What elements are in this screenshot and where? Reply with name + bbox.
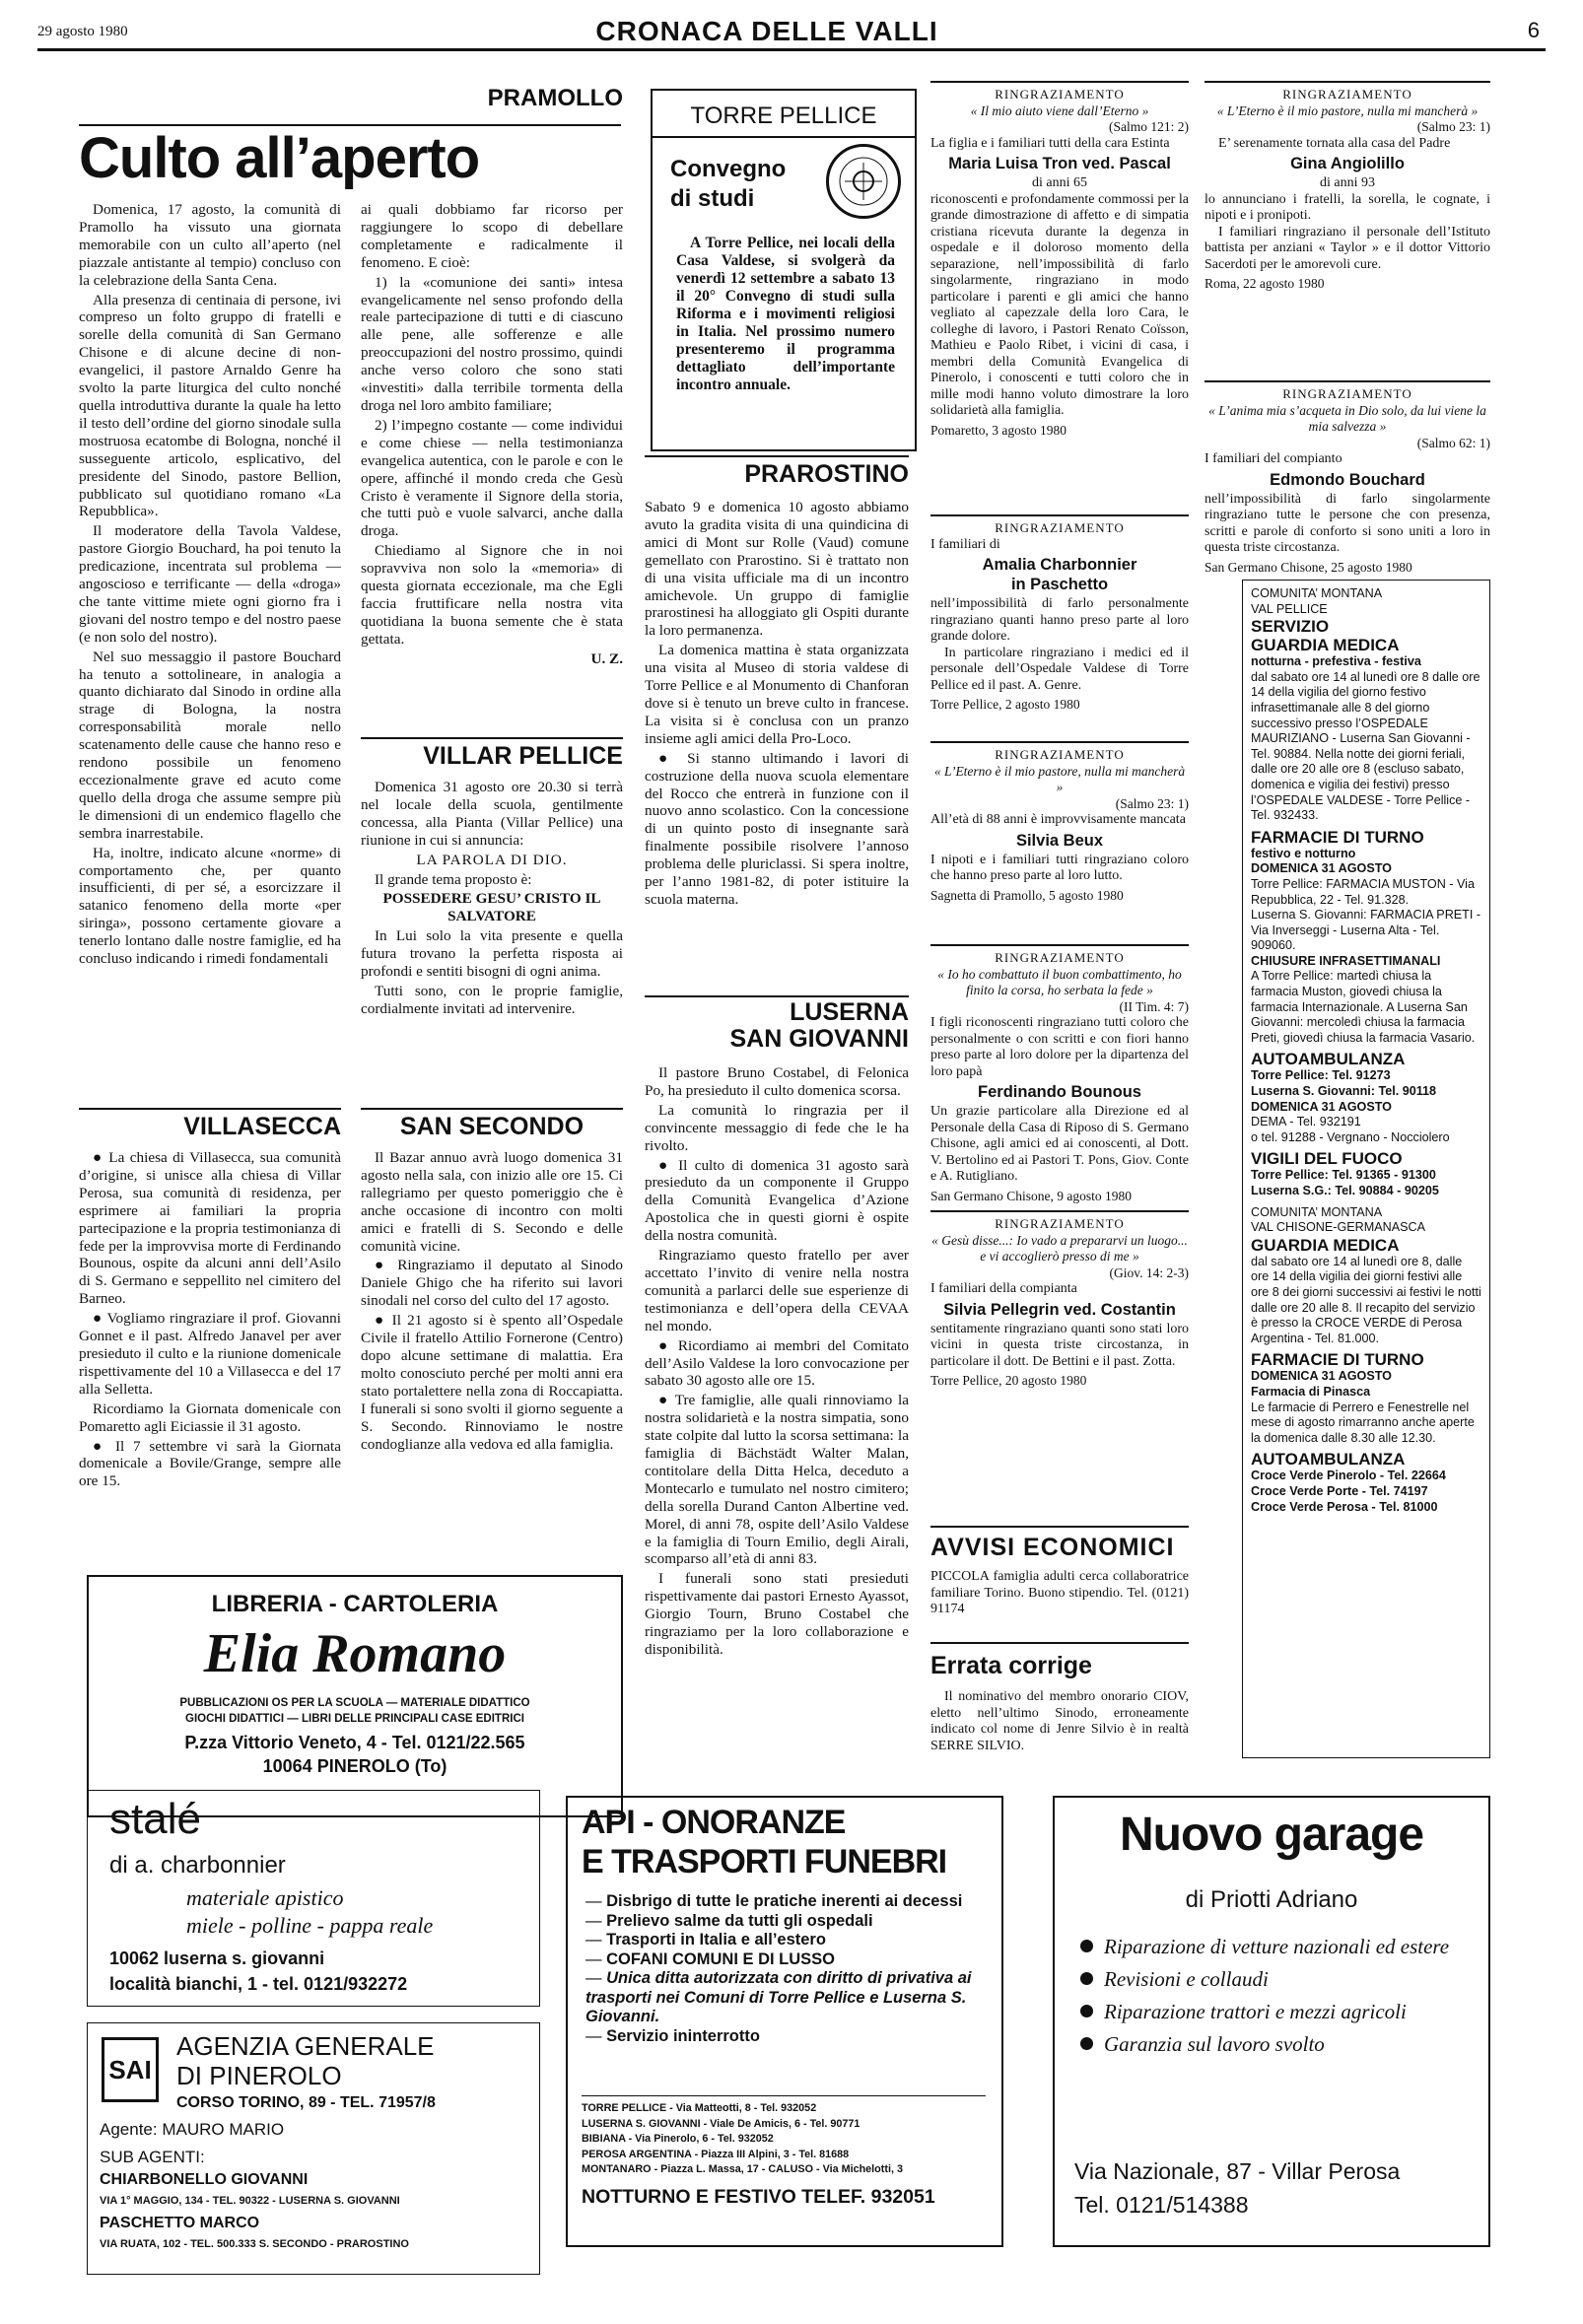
list-item-text: Trasporti in Italia e all’estero <box>606 1931 826 1948</box>
paragraph: ● Vogliamo ringraziare il prof. Giovanni Gonnet e il past. Alfredo Janavel per aver presieduto il culto e la riunione domenicale rispettivamente del 10 a Villasecca e del 17 alla Selletta. <box>79 1310 341 1398</box>
bullet-icon <box>1080 1940 1093 1952</box>
notice-body-2: In particolare ringraziano i medici ed il personale dell’Ospedale Valdese di Torre Pellice ed il past. A. Genre. <box>930 645 1189 693</box>
bullet-icon <box>1080 1972 1093 1985</box>
errata-text <box>930 1689 1189 1758</box>
notice-date: Roma, 22 agosto 1980 <box>1204 276 1325 291</box>
ad-line: GIOCHI DIDATTICI — LIBRI DELLE PRINCIPALI CASE EDITRICI <box>185 1713 524 1725</box>
convegno-text <box>676 235 895 442</box>
service-date: DOMENICA 31 AGOSTO <box>1251 1369 1392 1384</box>
ad-services-list <box>585 1892 990 2046</box>
notice-body-2: I familiari ringraziano il personale dell’Istituto battista per anziani « Taylor » e il dottor Vittorio Sacerdoti per le amorevoli cure. <box>1204 224 1490 272</box>
service-subheading: notturna - prefestiva - festiva <box>1251 654 1421 669</box>
section-villasecca-header: VILLASECCA <box>79 1108 341 1141</box>
notice-quote: « L’Eterno è il mio pastore, nulla mi mancherà » <box>933 763 1186 794</box>
notice-quote: « Io ho combattuto il buon combattimento, ho finito la corsa, ho serbata la fede » <box>937 966 1182 997</box>
ad-services-list <box>1078 1934 1473 2064</box>
deceased-age: di anni 93 <box>1320 175 1375 190</box>
ad-agent: Agente: MAURO MARIO <box>100 2120 285 2139</box>
paragraph: A Torre Pellice, nei locali della Casa Valdese, si svolgerà da venerdì 12 settembre a sabato 13 il 20° Convegno di studi sulla Riforma e i movimenti religiosi in Italia. Nel prossimo numero presenteremo il programma dettagliato dell’importante incontro annuale. <box>676 235 895 393</box>
paragraph: Domenica, 17 agosto, la comunità di Pramollo ha vissuto una giornata memorabile con un culto all’aperto (nel piazzale antistante al tempio) concluso con la celebrazione della Santa Cena. <box>79 201 341 289</box>
list-item: — COFANI COMUNI E DI LUSSO <box>585 1949 836 1968</box>
service-phone: Luserna S.G.: Tel. 90884 - 90205 <box>1251 1184 1439 1197</box>
address-line: PEROSA ARGENTINA - Piazza III Alpini, 3 - Tel. 81688 <box>582 2148 850 2160</box>
paragraph: Ha, inoltre, indicato alcune «norme» di comportamento che, per quanto insufficienti, di per sé, a esorcizzare il satanico fenomeno della morte «per siringa», possono certamente giovare a tenerlo lontano dalle nostre famiglie, ed ha concluso indicando i rimedi fondamentali <box>79 844 341 968</box>
address-line: LUSERNA S. GIOVANNI - Viale De Amicis, 6 - Tel. 90771 <box>582 2117 860 2130</box>
notice-intro: La figlia e i familiari tutti della cara Estinta <box>930 135 1170 151</box>
paragraph: Nel suo messaggio il pastore Bouchard ha tenuto a sottolineare, in analogia a quanto dichiarato dal Sinodo in ordine alla strage di Bologna, la nostra corresponsabilità morale nello scatenamento delle cause che hanno reso e rendono possibile un fenomeno eccezionalmente grave ed acuto come quello della droga che assume sempre più le dimensioni di un endemico flagello che sembra inarrestabile. <box>79 648 341 842</box>
ad-address: P.zza Vittorio Veneto, 4 - Tel. 0121/22.565 <box>184 1733 525 1752</box>
paragraph: ● Il 21 agosto si è spento all’Ospedale Civile il fratello Attilio Fornerone (Centro) dopo alcune settimane di malattia. Era molto conosciuto perché per molti anni era stato portalettere nella zona di Roccapiatta. I funerali si sono svolti il giorno seguente a S. Secondo. Rinnoviamo le nostre condoglianze alla vedova ed alla famiglia. <box>361 1312 623 1453</box>
ad-sai <box>87 2022 540 2275</box>
errata-title: Errata corrige <box>930 1652 1092 1679</box>
casa-valdese-seal <box>826 144 901 219</box>
notice-ref: (Salmo 23: 1) <box>1115 795 1189 811</box>
thanks-notice <box>1204 386 1490 605</box>
notice-intro: E’ serenamente tornata alla casa del Padre <box>1218 135 1451 151</box>
paragraph: ● Il 7 settembre vi sarà la Giornata domenicale a Bovile/Grange, sempre alle ore 15. <box>79 1437 341 1490</box>
chiusure-heading: CHIUSURE INFRASETTIMANALI <box>1251 953 1441 968</box>
service-subheading: festivo e notturno <box>1251 846 1356 860</box>
list-item-text: COFANI COMUNI E DI LUSSO <box>606 1949 836 1968</box>
community-label-2: VAL CHISONE-GERMANASCA <box>1251 1220 1426 1235</box>
list-item <box>1078 1966 1473 1993</box>
paragraph: Domenica 31 agosto ore 20.30 si terrà nel locale della scuola, gentilmente concessa, alla Pianta (Villar Pellice) una riunione in cui si annuncia: <box>361 779 623 849</box>
ad-stale <box>87 1790 540 2007</box>
deceased-name: Amalia Charbonnier <box>982 556 1137 574</box>
list-item <box>1078 1999 1473 2025</box>
ad-subagent-name: CHIARBONELLO GIOVANNI <box>100 2171 309 2188</box>
notice-title: RINGRAZIAMENTO <box>1282 87 1412 102</box>
address-line: TORRE PELLICE - Via Matteotti, 8 - Tel. 932052 <box>582 2102 817 2114</box>
services-box <box>1242 580 1490 1758</box>
torre-pellice-box <box>651 89 917 451</box>
service-phone: Croce Verde Perosa - Tel. 81000 <box>1251 1499 1438 1514</box>
divider <box>930 1526 1189 1528</box>
paragraph: Alla presenza di centinaia di persone, ivi compreso un folto gruppo di fratelli e sorelle della comunità di San Germano Chisone e di alcune decine di non-evangelici, il pastore Arnaldo Genre ha svolto la parte liturgica del culto nonché quella introduttiva durante la quale ha letto il testo dell’ordine del giorno sinodale sulla mostruosa ecatombe di Bologna, nonché il susseguente articolo, esplicativo, del presidente del Sinodo, pastore Bellion, pubblicato sul quotidiano romano «La Repubblica». <box>79 291 341 520</box>
deceased-name: Silvia Beux <box>1015 831 1104 850</box>
avvisi-title: AVVISI ECONOMICI <box>930 1534 1175 1561</box>
list-item-text: Unica ditta autorizzata con diritto di privativa ai trasporti nei Comuni di Torre Pellice e Luserna S. Giovanni. <box>585 1969 972 2025</box>
villar-text <box>361 779 623 1104</box>
seal-emblem-icon <box>831 149 896 214</box>
notice-date: San Germano Chisone, 9 agosto 1980 <box>930 1188 1132 1203</box>
ambulance-heading: AUTOAMBULANZA <box>1251 1050 1406 1069</box>
list-item: — Prelievo salme da tutti gli ospedali <box>585 1911 873 1930</box>
community-label-2: VAL PELLICE <box>1251 601 1328 616</box>
section-luserna-header <box>645 995 909 1053</box>
luserna-line-2: SAN GIOVANNI <box>729 1025 909 1053</box>
paragraph: ● Il culto di domenica 31 agosto sarà presieduto da un componente il Gruppo della Comunità Evangelica d’Azione Apostolica che in questi giorni è ospite della nostra comunità. <box>645 1156 909 1245</box>
paragraph: 1) la «comunione dei santi» intesa evangelicamente nel senso profondo della reale partecipazione di tutti e di ciascuno alle pene, alle sofferenze e alle preoccupazioni del nostro prossimo, quindi anche verso coloro che sono stati «investiti» dalla terribile tormenta della droga nel loro ambito familiare; <box>361 273 623 414</box>
notice-date: San Germano Chisone, 25 agosto 1980 <box>1204 559 1412 575</box>
thanks-notice <box>930 950 1189 1208</box>
divider <box>930 944 1189 946</box>
notice-date: Torre Pellice, 2 agosto 1980 <box>930 697 1080 712</box>
newspaper-title: CRONACA DELLE VALLI <box>595 16 938 46</box>
ad-line: miele - polline - pappa reale <box>186 1913 434 1938</box>
notice-intro: I familiari di <box>930 536 1000 552</box>
notice-intro: I familiari del compianto <box>1204 451 1342 466</box>
ad-subagent-name: PASCHETTO MARCO <box>100 2215 260 2231</box>
notice-body: riconoscenti e profondamente commossi per la grande dimostrazione di affetto e di simpatia cristiana ricevuta durante la degenza in ospedale e il doloroso momento della separazione, nell’impossibilità di farlo singolarmente, ringraziano in modo particolare i parenti e gli amici che hanno vegliato al capezzale della loro Cara, le colleghe di lavoro, i Pastori Renato Coïsson, Mathieu e Paolo Ribet, i vicini di casa, i membri della Comunità Evangelica di Pinerolo, i conoscenti e tutti coloro che in mille modi hanno voluto dimostrare la loro solidarietà alla famiglia. <box>930 191 1189 418</box>
ad-brand: Elia Romano <box>203 1623 507 1684</box>
san-secondo-text <box>361 1149 623 1563</box>
prarostino-text <box>645 499 909 991</box>
service-phone: DEMA - Tel. 932191 <box>1251 1115 1361 1129</box>
divider <box>930 514 1189 516</box>
notice-title: RINGRAZIAMENTO <box>995 520 1125 535</box>
notice-date: Pomaretto, 3 agosto 1980 <box>930 422 1067 438</box>
notice-quote: « L’Eterno è il mio pastore, nulla mi mancherà » <box>1216 103 1479 118</box>
service-date: DOMENICA 31 AGOSTO <box>1251 861 1392 876</box>
paragraph: Tutti sono, con le proprie famiglie, cordialmente invitati ad intervenire. <box>361 982 623 1017</box>
ad-addresses <box>582 2101 996 2178</box>
notice-body: nell’impossibilità di farlo singolarmente ringraziano tutte le persone che con presenza, scritti e parole di conforto si sono uniti a loro in questa triste circostanza. <box>1204 491 1490 555</box>
notice-quote: « Gesù disse...: Io vado a prepararvi un luogo... e vi accoglierò presso di me » <box>931 1232 1188 1264</box>
ad-title: API - ONORANZE <box>582 1804 846 1841</box>
service-text: Luserna S. Giovanni: FARMACIA PRETI - Via Inverseggi - Luserna Alta - Tel. 909060. <box>1251 908 1481 953</box>
ad-title-2: E TRASPORTI FUNEBRI <box>582 1843 947 1880</box>
list-item-text: Garanzia sul lavoro svolto <box>1104 2032 1325 2056</box>
notice-title: RINGRAZIAMENTO <box>1282 386 1412 401</box>
vigili-heading: VIGILI DEL FUOCO <box>1251 1149 1403 1169</box>
service-phone: Luserna S. Giovanni: Tel. 90118 <box>1251 1084 1437 1099</box>
deceased-name-2: in Paschetto <box>1010 576 1109 593</box>
ad-subtitle: di a. charbonnier <box>109 1852 286 1879</box>
deceased-name: Ferdinando Bounous <box>978 1083 1141 1101</box>
villasecca-text <box>79 1149 341 1563</box>
list-item-text: Prelievo salme da tutti gli ospedali <box>606 1911 873 1930</box>
paragraph: Il grande tema proposto è: <box>375 870 532 888</box>
classified-ad: PICCOLA famiglia adulti cerca collaboratrice familiare Torino. Buono stipendio. Tel. (0121) 91174 <box>930 1569 1189 1616</box>
service-phone: Croce Verde Pinerolo - Tel. 22664 <box>1251 1469 1446 1483</box>
farmacie-heading: FARMACIE DI TURNO <box>1251 827 1424 847</box>
service-text: Le farmacie di Perrero e Fenestrelle nel mese di agosto rimarranno anche aperte la domenica dalle 8.30 alle 12.30. <box>1251 1400 1475 1445</box>
paragraph: ● Tre famiglie, alle quali rinnoviamo la nostra solidarietà e la nostra simpatia, sono state colpite dal lutto la scorsa settimana: la famiglia di Bächstädt Walter Malan, contitolare della Ditta Helca, deceduto a Montecarlo e tumulato nel nostro cimitero; della sorella Durand Canton Albertine ved. Morel, di anni 78, ospite dell’Asilo Valdese e la famiglia di Tourn Emilio, degli Airali, scomparso all’età di anni 83. <box>645 1392 909 1568</box>
paragraph: ● Si stanno ultimando i lavori di costruzione della nuova scuola elementare del Rocco che entrerà in funzione con il nuovo anno scolastico. Con la concessione di un quinto posto di insegnante sarà finalmente possibile risolvere l’annoso problema delle pluriclassi. Si spera inoltre, per l’anno 1981-82, di poter istituire la scuola materna. <box>645 749 909 908</box>
guardia-medica-heading: GUARDIA MEDICA <box>1251 1235 1400 1255</box>
notice-quote: « L’anima mia s’acqueta in Dio solo, da lui viene la mia salvezza » <box>1208 402 1486 434</box>
thanks-notice <box>930 747 1189 940</box>
ad-brand: stalé <box>109 1795 201 1843</box>
page-number: 6 <box>1527 18 1540 42</box>
paragraph: ● La chiesa di Villasecca, sua comunità d’origine, si unisce alla chiesa di Villar Perosa, sua comunità di residenza, per esprimere ai familiari la propria partecipazione e la propria testimonianza di fede per la improvvisa morte di Ferdinando Bounous, ospite da alcuni anni dell’Asilo di S. Germano e seppellito nel cimitero del Barneo. <box>79 1149 341 1308</box>
api-divider <box>582 2095 986 2096</box>
paragraph: I funerali sono stati presieduti rispettivamente dai pastori Ernesto Ayassot, Giorgio Tourn, Bruno Costabel che ringraziamo per la loro collaborazione e disponibilità. <box>645 1570 909 1658</box>
avvisi-text <box>930 1569 1189 1618</box>
ad-address: CORSO TORINO, 89 - TEL. 71957/8 <box>176 2094 436 2111</box>
list-item: — Servizio ininterrotto <box>585 2026 760 2045</box>
list-item-text: Revisioni e collaudi <box>1104 1967 1269 1991</box>
notice-ref: (Salmo 62: 1) <box>1416 435 1490 450</box>
paragraph: Ricordiamo la Giornata domenicale con Pomaretto agli Eiciassie il 31 agosto. <box>79 1400 341 1435</box>
paragraph: ai quali dobbiamo far ricorso per raggiungere lo scopo di debellare completamente e radicalmente il fenomeno. E cioè: <box>361 201 623 271</box>
notice-quote: « Il mio aiuto viene dall’Eterno » <box>970 103 1149 118</box>
paragraph: Il pastore Bruno Costabel, di Felonica Po, ha presieduto il culto domenica scorsa. <box>645 1064 909 1099</box>
notice-ref: (II Tim. 4: 7) <box>1119 998 1189 1014</box>
service-text: dal sabato ore 14 al lunedì ore 8 dalle ore 14 della vigilia del giorno festivo infrasettimanale alle 8 del giorno successivo presso l’OSPEDALE MAURIZIANO - Luserna San Giovanni - Tel. 90884. Nella notte dei giorni feriali, dalle ore 20 alle ore 8 (escluso sabato, domenica e vigilia dei festivi) presso l’OSPEDALE VALDESE - Torre Pellice - Tel. 932433. <box>1251 669 1480 823</box>
list-item-text: Riparazione di vetture nazionali ed estere <box>1104 1935 1450 1958</box>
paragraph: 2) l’impegno costante — come individui e come chiese — nella testimonianza evangelica autentica, con le parole e con le opere, affinché il mondo creda che Gesù Cristo è veramente il Signore della storia, che tutti può e vuole salvarci, anche dalla droga. <box>361 416 623 540</box>
divider <box>1204 81 1490 83</box>
sai-logo-text: SAI <box>108 2054 152 2085</box>
deceased-age: di anni 65 <box>1032 175 1087 190</box>
notice-intro: I figli riconoscenti ringraziano tutti coloro che personalmente o con scritti e con fiori hanno preso parte al loro dolore per la dipartenza del loro papà <box>930 1015 1189 1079</box>
page-header <box>37 12 1546 51</box>
notice-intro: I familiari della compianta <box>930 1281 1077 1296</box>
headline: Culto all’aperto <box>79 126 480 190</box>
divider <box>930 741 1189 743</box>
ad-phone: Tel. 0121/514388 <box>1074 2192 1249 2218</box>
service-heading: SERVIZIO <box>1251 617 1330 637</box>
deceased-name: Gina Angiolillo <box>1290 155 1405 172</box>
pramollo-col1 <box>79 201 341 1108</box>
service-date: DOMENICA 31 AGOSTO <box>1251 1099 1392 1114</box>
notice-body: sentitamente ringraziano quanti sono stati loro vicini in questa triste circostanza, in particolare il dott. De Bettini e il past. Zotta. <box>930 1321 1189 1369</box>
divider <box>1204 380 1490 382</box>
luserna-text <box>645 1064 909 1806</box>
address-line: BIBIANA - Via Pinerolo, 6 - Tel. 932052 <box>582 2133 774 2145</box>
notice-body: Un grazie particolare alla Direzione ed al Personale della Casa di Riposo di S. Germano Chisone, agli amici ed ai conoscenti, al Dott. V. Bertolino ed ai Pastori T. Pons, Giov. Conte e A. Rutigliano. <box>930 1104 1189 1184</box>
service-phone: Torre Pellice: Tel. 91365 - 91300 <box>1251 1168 1436 1183</box>
paragraph: Il Bazar annuo avrà luogo domenica 31 agosto nella sala, con inizio alle ore 15. Ci rallegriamo per questo pomeriggio che è anche occasione di incontro con molti amici e fratelli di S. Secondo e delle comunità vicine. <box>361 1149 623 1255</box>
list-item-text: Servizio ininterrotto <box>606 2026 760 2045</box>
errata-body: Il nominativo del membro onorario CIOV, eletto nell’ultimo Sinodo, erroneamente indicato col nome di Jenre Silvio è in realtà SERRE SILVIO. <box>930 1689 1189 1753</box>
ad-subtitle: LIBRERIA - CARTOLERIA <box>211 1591 499 1617</box>
callout: POSSEDERE GESU’ CRISTO IL SALVATORE <box>382 890 601 925</box>
paragraph: Ringraziamo questo fratello per aver accettato l’invito di venire nella nostra comunità a parlarci delle sue esperienze di testimonianza e dell’opera della CEVAA nel mondo. <box>645 1247 909 1334</box>
ad-title: Nuovo garage <box>1119 1809 1424 1861</box>
divider <box>930 1642 1189 1644</box>
service-text: A Torre Pellice: martedì chiusa la farmacia Muston, giovedì chiusa la farmacia Internazionale. A Luserna San Giovanni: mercoledì chiusa la farmacia Preti, giovedì chiusa la farmacia Vasario. <box>1251 969 1476 1045</box>
ad-api <box>566 1796 1003 2247</box>
section-san-secondo-header: SAN SECONDO <box>361 1108 623 1141</box>
paragraph: ● Ricordiamo ai membri del Comitato dell’Asilo Valdese la loro convocazione per sabato 30 agosto alle ore 15. <box>645 1336 909 1390</box>
convegno-title: Convegno <box>670 156 787 182</box>
ad-night-phone: NOTTURNO E FESTIVO TELEF. 932051 <box>582 2186 935 2208</box>
thanks-notice <box>930 1216 1189 1425</box>
service-text: dal sabato ore 14 al lunedì ore 8, dalle ore 14 della vigilia dei giorni festivi alle ore 8 dei giorni successivi ai festivi le notti dalle ore 20 alle 8. Il recapito del servizio è presso la CROCE VERDE di Perosa Argentina - Tel. 81.000. <box>1251 1254 1481 1345</box>
ambulance-heading: AUTOAMBULANZA <box>1251 1450 1406 1470</box>
paragraph: In Lui solo la vita presente e quella futura trovano la perfetta risposta ai profondi e sentiti bisogni di ogni anima. <box>361 927 623 981</box>
paragraph: Sabato 9 e domenica 10 agosto abbiamo avuto la gradita visita di una quindicina di amici di Mont sur Rolle (Vaud) comune gemellato con Prarostino. Si è trattato non di una visita ufficiale ma di un incontro amichevole. Un gruppo di famiglie prarostinesi ha alloggiato gli Ospiti durante la loro permanenza. <box>645 499 909 640</box>
notice-title: RINGRAZIAMENTO <box>995 1216 1125 1231</box>
bullet-icon <box>1080 2037 1093 2050</box>
paragraph: Chiediamo al Signore che in noi sopravviva non solo la «memoria» di questa giornata eccezionale, ma che Egli faccia fruttificare nella nostra vita quotidiana la buona semente che è stata gettata. <box>361 542 623 648</box>
ad-address: 10062 luserna s. giovanni <box>109 1948 325 1968</box>
list-item: — Trasporti in Italia e all’estero <box>585 1931 826 1948</box>
notice-body: lo annunciano i fratelli, la sorella, le cognate, i nipoti e i pronipoti. <box>1204 191 1490 223</box>
list-item-text: Riparazione trattori e mezzi agricoli <box>1104 2000 1407 2023</box>
signature: U. Z. <box>590 649 623 667</box>
services-text <box>1251 586 1481 1753</box>
address-line: MONTANARO - Piazza L. Massa, 17 - CALUSO - Via Michelotti, 3 <box>582 2163 903 2175</box>
notice-body: nell’impossibilità di farlo personalmente ringraziano quanti hanno preso parte al loro grande dolore. <box>930 596 1189 644</box>
luserna-line-1: LUSERNA <box>790 998 909 1026</box>
thanks-notice <box>930 87 1189 511</box>
ad-line: materiale apistico <box>186 1885 344 1910</box>
community-label: COMUNITA’ MONTANA <box>1251 1204 1383 1219</box>
deceased-name: Edmondo Bouchard <box>1270 470 1425 489</box>
notice-body: I nipoti e i familiari tutti ringraziano coloro che hanno preso parte al loro lutto. <box>930 852 1189 883</box>
list-item: — Unica ditta autorizzata con diritto di privativa ai trasporti nei Comuni di Torre Pellice e Luserna S. Giovanni. <box>585 1969 972 2025</box>
paragraph: La comunità lo ringrazia per il convincente messaggio di fede che le ha rivolto. <box>645 1101 909 1154</box>
list-item <box>1078 1934 1473 1960</box>
ad-address: Via Nazionale, 87 - Villar Perosa <box>1074 2158 1401 2184</box>
pramollo-col2 <box>361 201 623 733</box>
deceased-name: Silvia Pellegrin ved. Costantin <box>943 1300 1176 1319</box>
ad-subagent-address: VIA RUATA, 102 - TEL. 500.333 S. SECONDO - PRAROSTINO <box>100 2238 409 2250</box>
paragraph: La domenica mattina è stata organizzata una visita al Museo di storia valdese di Torre Pellice e al Monumento di Chanforan dove si è tenuto un breve culto in francese. La visita si è conclusa con un pranzo insieme agli amici della Pro-Loco. <box>645 642 909 747</box>
notice-title: RINGRAZIAMENTO <box>995 87 1125 102</box>
divider <box>930 1210 1189 1212</box>
service-phone: Torre Pellice: Tel. 91273 <box>1251 1068 1391 1083</box>
ad-city: 10064 PINEROLO (To) <box>262 1756 447 1776</box>
community-label: COMUNITA’ MONTANA <box>1251 586 1383 600</box>
bullet-icon <box>1080 2005 1093 2017</box>
sai-logo <box>102 2037 159 2102</box>
ad-line: PUBBLICAZIONI OS PER LA SCUOLA — MATERIALE DIDATTICO <box>179 1697 530 1709</box>
section-villar-pellice-header: VILLAR PELLICE <box>361 737 623 771</box>
section-torre-pellice-header: TORRE PELLICE <box>653 103 915 138</box>
service-text: Farmacia di Pinasca <box>1251 1384 1371 1399</box>
list-item: — Disbrigo di tutte le pratiche inerenti ai decessi <box>585 1892 963 1910</box>
notice-intro: All’età di 88 anni è improvvisamente mancata <box>930 812 1186 827</box>
paragraph: ● Ringraziamo il deputato al Sinodo Daniele Ghigo che ha riferito sui lavori sinodali nel corso del culto del 17 agosto. <box>361 1257 623 1310</box>
convegno-title-2: di studi <box>670 185 755 212</box>
notice-ref: (Salmo 121: 2) <box>1109 119 1189 134</box>
ad-title: AGENZIA GENERALE <box>176 2031 435 2061</box>
divider <box>930 81 1189 83</box>
section-pramollo-header: PRAMOLLO <box>487 85 623 111</box>
notice-date: Sagnetta di Pramollo, 5 agosto 1980 <box>930 887 1124 903</box>
paragraph: Il moderatore della Tavola Valdese, pastore Giorgio Bouchard, ha poi tenuto la predicazione, incentrata sul problema — angoscioso e terrificante — della «droga» che tante vittime miete ogni giorno fra i giovani del nostro tempo e del nostro paese (e non solo del nostro). <box>79 522 341 646</box>
ad-subagents: SUB AGENTI: <box>100 2148 205 2166</box>
callout: LA PAROLA DI DIO. <box>416 851 568 868</box>
ad-title-2: DI PINEROLO <box>176 2061 342 2090</box>
ad-address: località bianchi, 1 - tel. 0121/932272 <box>109 1974 408 1994</box>
notice-date: Torre Pellice, 20 agosto 1980 <box>930 1373 1087 1388</box>
service-phone: o tel. 91288 - Vergnano - Nocciolero <box>1251 1129 1450 1144</box>
list-item-text: Disbrigo di tutte le pratiche inerenti ai decessi <box>606 1892 963 1910</box>
notice-ref: (Giov. 14: 2-3) <box>1109 1265 1189 1280</box>
farmacie-heading: FARMACIE DI TURNO <box>1251 1350 1424 1370</box>
thanks-notice <box>1204 87 1490 382</box>
notice-title: RINGRAZIAMENTO <box>995 950 1125 965</box>
ad-nuovo-garage <box>1053 1796 1490 2247</box>
list-item <box>1078 2031 1473 2058</box>
ad-subagent-address: VIA 1° MAGGIO, 134 - TEL. 90322 - LUSERNA S. GIOVANNI <box>100 2195 400 2207</box>
notice-title: RINGRAZIAMENTO <box>995 747 1125 762</box>
deceased-name: Maria Luisa Tron ved. Pascal <box>948 155 1171 172</box>
ad-elia-romano <box>87 1575 623 1817</box>
issue-date: 29 agosto 1980 <box>37 24 128 39</box>
thanks-notice <box>930 520 1189 739</box>
service-text: Torre Pellice: FARMACIA MUSTON - Via Repubblica, 22 - Tel. 91.328. <box>1251 876 1475 907</box>
service-phone: Croce Verde Porte - Tel. 74197 <box>1251 1483 1428 1498</box>
notice-ref: (Salmo 23: 1) <box>1416 119 1490 134</box>
ad-subtitle: di Priotti Adriano <box>1185 1886 1358 1913</box>
section-prarostino-header: PRAROSTINO <box>645 455 909 489</box>
guardia-medica-heading: GUARDIA MEDICA <box>1251 636 1400 655</box>
